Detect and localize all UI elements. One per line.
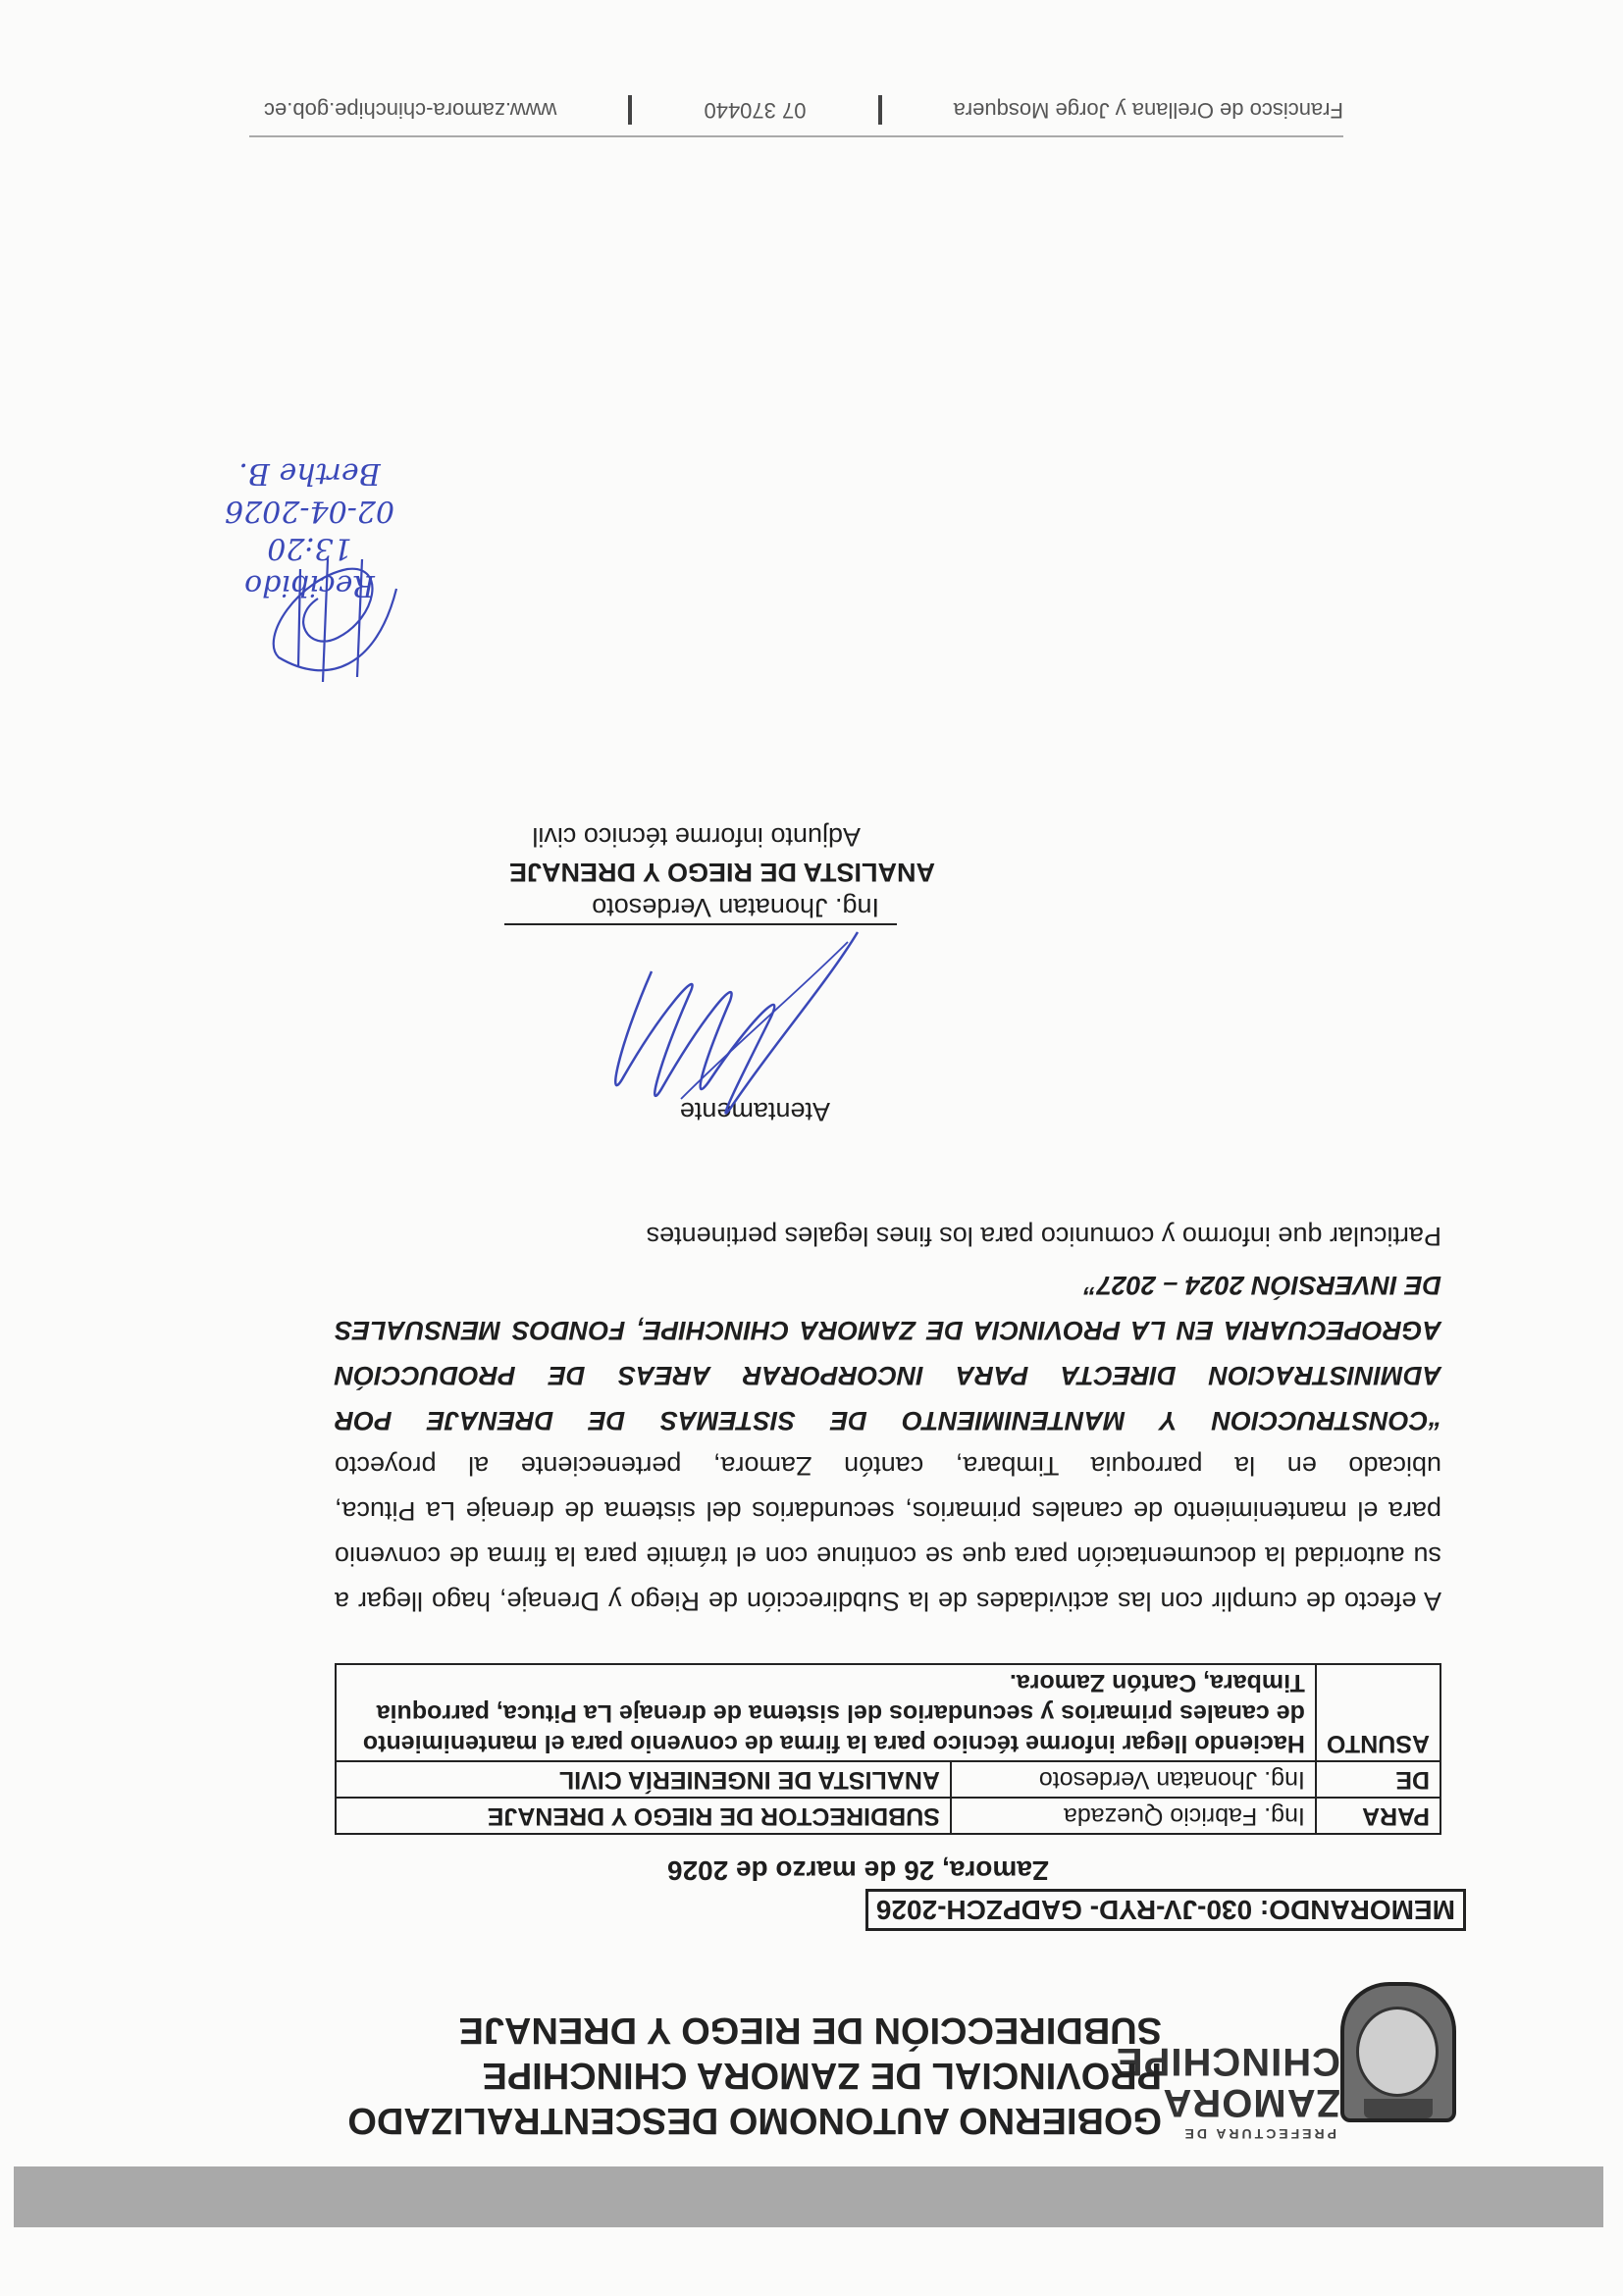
memo-date: Zamora, 26 de marzo de 2026 bbox=[666, 1855, 1049, 1886]
routing-table bbox=[335, 1663, 1441, 1835]
received-stamp bbox=[225, 454, 394, 603]
project-name: “CONSTRUCCION Y MANTENIMIENTO DE SISTEMAS DE DRENAJE POR ADMINISTRACION DIRECTA PARA INCORPORAR AREAS DE PRODUCCIÓN AGROPECUARIA EN LA PROVINCIA DE ZAMORA CHINCHIPE, FONDOS MENSUALES DE INVERSIÓN 2024 – 2027” bbox=[335, 1271, 1441, 1435]
header-line1: GOBIERNO AUTONOMO DESCENTRALIZADO bbox=[347, 2100, 1162, 2141]
memo-number: MEMORANDO: 030-JV-RYD- GADPZCH-2026 bbox=[865, 1889, 1466, 1931]
para-name: Ing. Fabricio Quezada bbox=[951, 1798, 1316, 1834]
de-name: Ing. Jhonatan Verdesoto bbox=[951, 1761, 1316, 1798]
signer-name: Ing. Jhonatan Verdesoto bbox=[592, 893, 879, 922]
footer-rule bbox=[249, 135, 1343, 137]
table-row bbox=[336, 1761, 1440, 1798]
logo-line1: ZAMORA bbox=[1162, 2081, 1340, 2124]
signature-line bbox=[504, 923, 897, 925]
attachment-note: Adjunto informe técnico civil bbox=[532, 822, 861, 852]
received-date: 02-04-2026 bbox=[225, 494, 394, 528]
footer-address: Francisco de Orellana y Jorge Mosquera bbox=[953, 98, 1343, 123]
signer-title: ANALISTA DE RIEGO Y DRENAJE bbox=[508, 858, 935, 887]
prefecture-logo bbox=[1115, 1982, 1464, 2144]
logo-line2: CHINCHIPE bbox=[1115, 2040, 1340, 2083]
para-title: SUBDIRECTOR DE RIEGO Y DRENAJE bbox=[336, 1798, 951, 1834]
footer-separator bbox=[628, 95, 632, 125]
received-initials: Berthe B. bbox=[238, 456, 381, 491]
logo-prefix: PREFECTURA DE bbox=[1181, 2126, 1336, 2142]
received-label: Recibido bbox=[244, 568, 375, 602]
footer-separator bbox=[878, 95, 882, 125]
closing-line: Particular que informo y comunico para los fines legales pertinentes bbox=[646, 1222, 1441, 1251]
handwritten-signature bbox=[563, 913, 887, 1138]
table-row bbox=[336, 1798, 1440, 1834]
footer-phone: 07 370440 bbox=[704, 98, 807, 123]
body-paragraph bbox=[335, 1263, 1441, 1624]
received-time: 13:20 bbox=[267, 531, 352, 565]
de-title: ANALISTA DE INGENIERÍA CIVIL bbox=[336, 1761, 951, 1798]
table-row bbox=[336, 1664, 1440, 1761]
header-line3: SUBDIRECCIÓN DE RIEGO Y DRENAJE bbox=[458, 2009, 1162, 2051]
body-intro: A efecto de cumplir con las actividades de la Subdirección de Riego y Drenaje, hago llegar a su autoridad la documentación para que se continue con el trámite para la firma de convenio para el mantenimiento de canales primarios, secundarios del sistema de drenaje La Pitucа, ubicado en la parroquia Timbara, cantón Zamora, perteneciente al proyecto bbox=[335, 1451, 1441, 1616]
coat-of-arms-icon bbox=[1340, 1982, 1456, 2122]
footer-website[interactable]: www.zamora-chinchipe.gob.ec bbox=[264, 98, 557, 123]
memo-body bbox=[335, 1263, 1441, 1624]
footer bbox=[264, 95, 1343, 125]
asunto-text: Haciendo llegar informe técnico para la firma de convenio para el mantenimiento de canales primarios y secundarios del sistema de drenaje La Pitucа, parroquia Timbara, Cantón Zamora. bbox=[336, 1664, 1316, 1761]
asunto-label: ASUNTO bbox=[1316, 1664, 1440, 1761]
top-gray-bar bbox=[14, 2166, 1603, 2227]
para-label: PARA bbox=[1316, 1798, 1440, 1834]
de-label: DE bbox=[1316, 1761, 1440, 1798]
header-line2: PROVINCIAL DE ZAMORA CHINCHIPE bbox=[482, 2055, 1162, 2096]
salutation: Atentamente bbox=[679, 1097, 830, 1126]
